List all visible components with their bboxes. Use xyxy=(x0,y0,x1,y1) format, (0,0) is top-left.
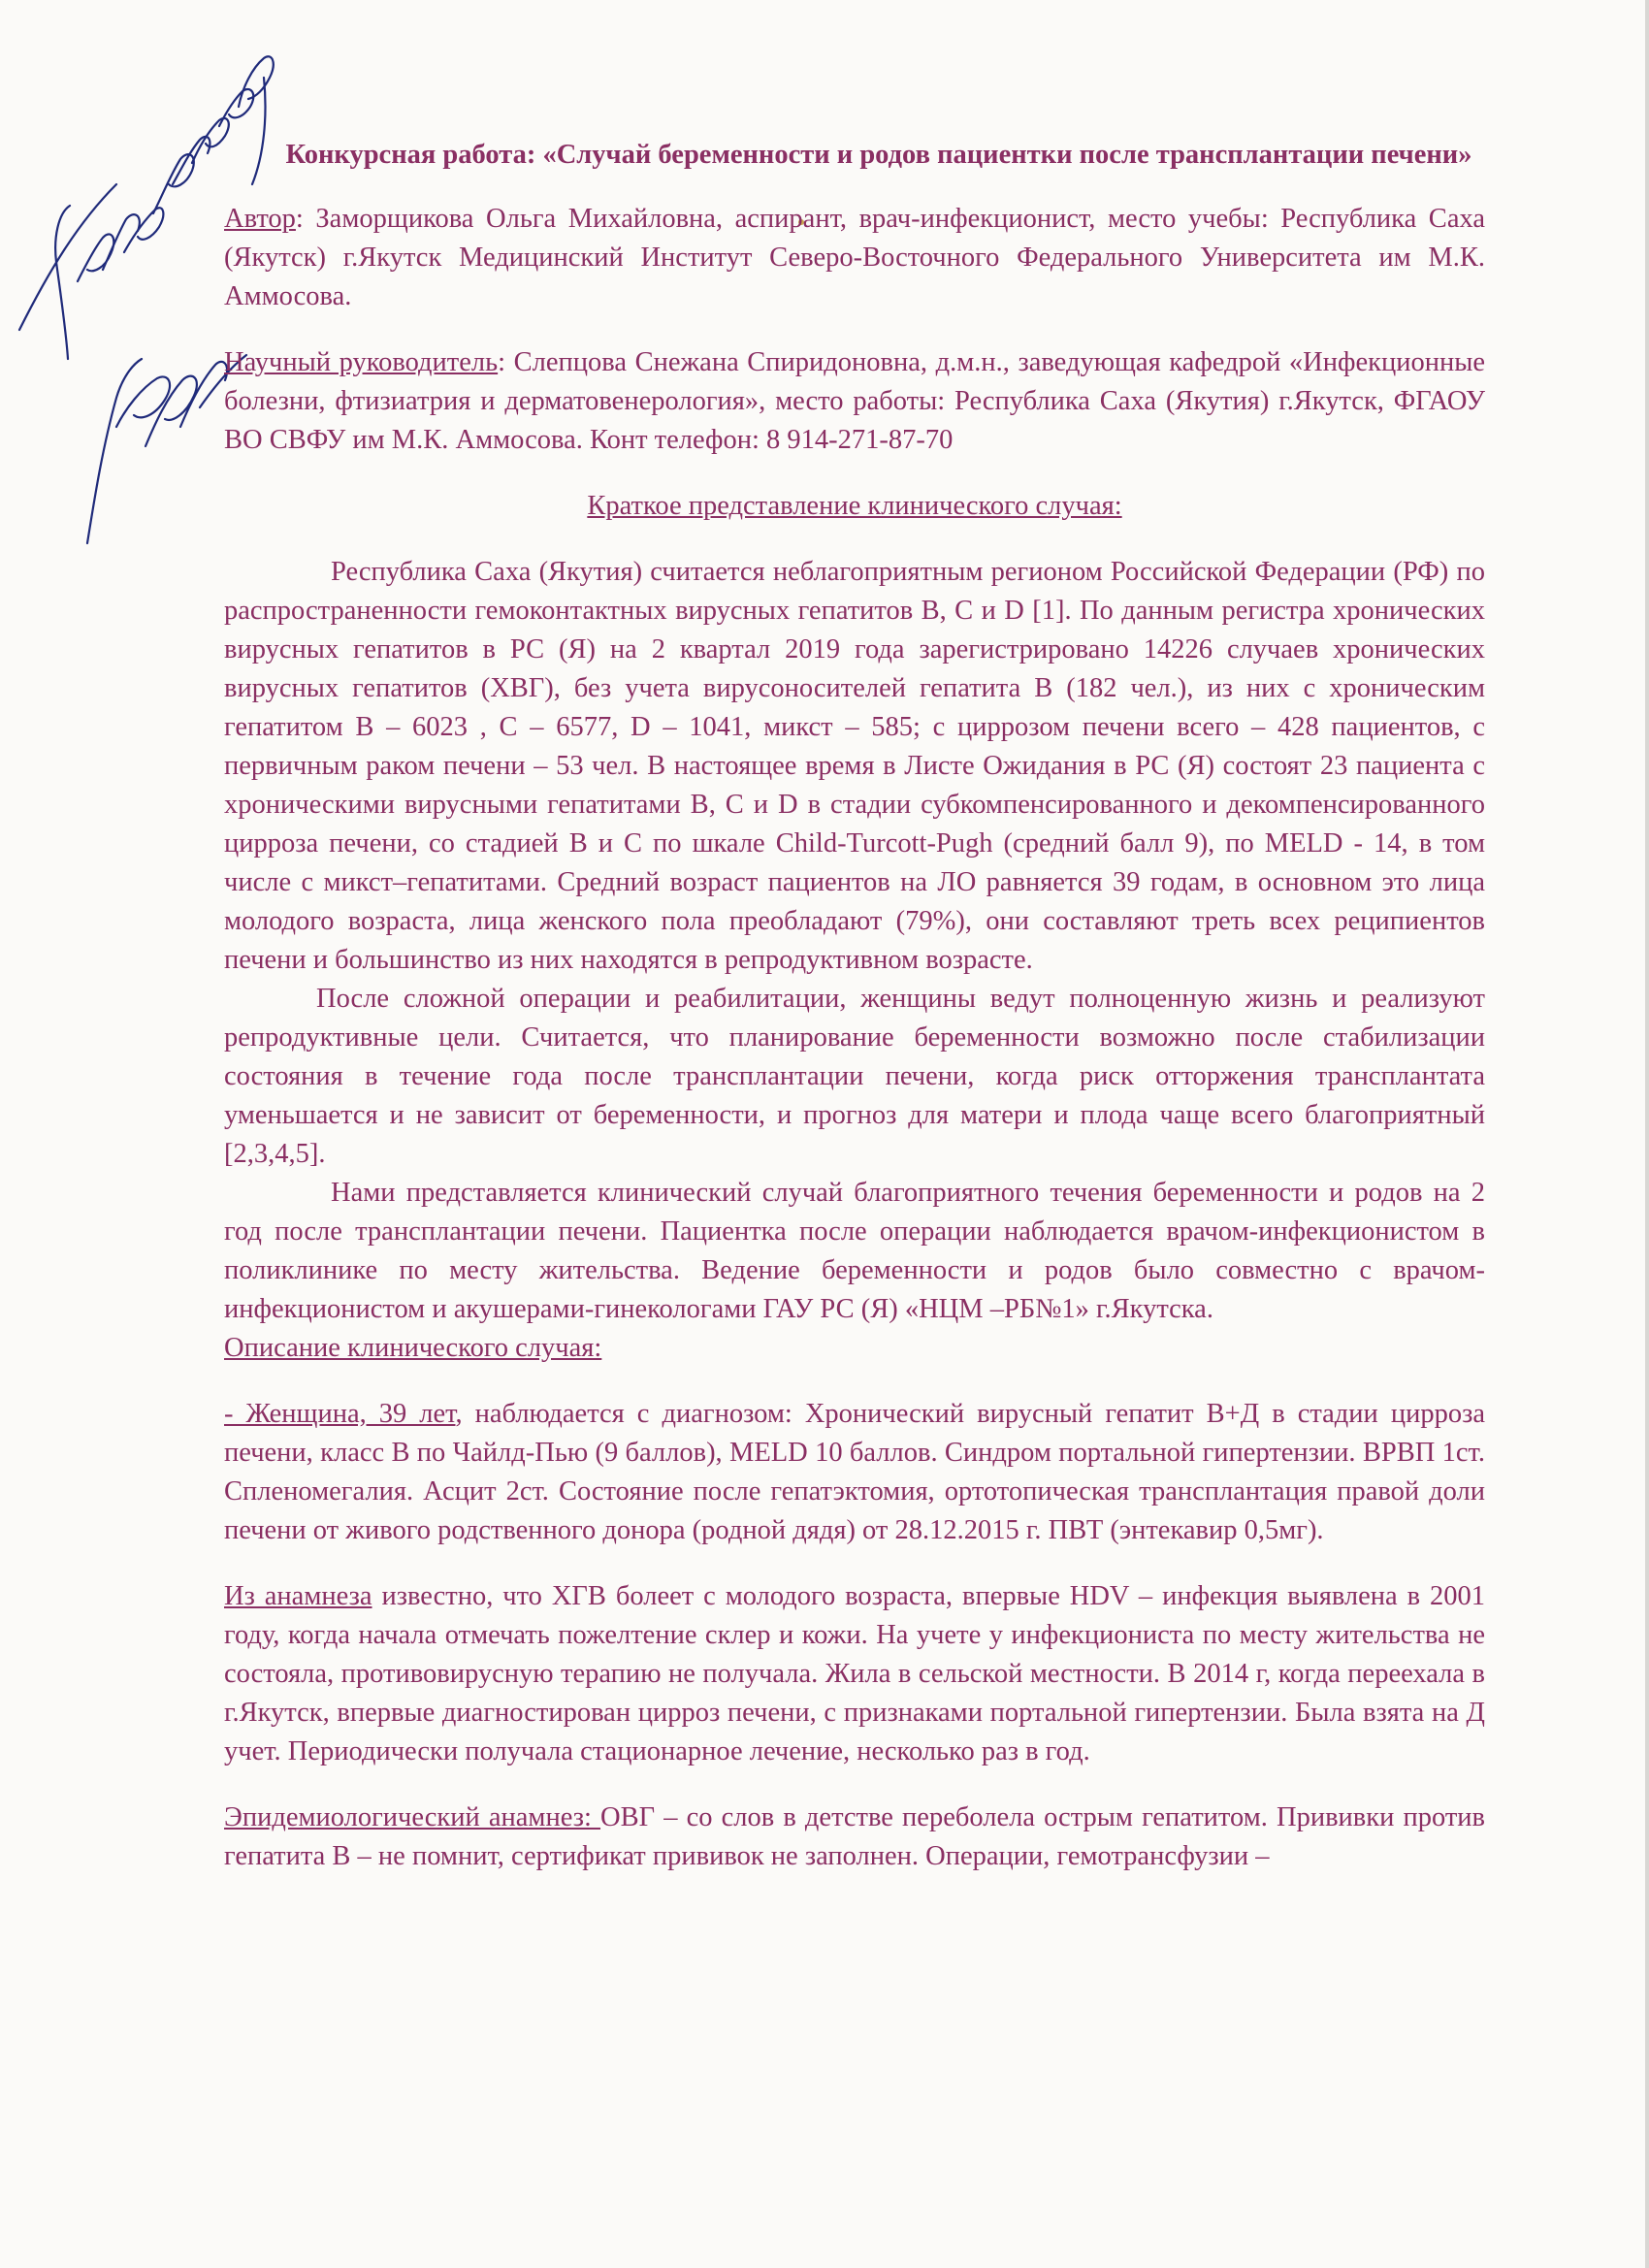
summary-heading xyxy=(224,487,1485,526)
epidemiology-text: ОВГ – со слов в детстве переболела острым гепатитом. Прививки против гепатита В – не помнит, сертификат прививок не заполнен. Операции, гемотрансфузии – xyxy=(224,1802,1486,1871)
anamnesis-block xyxy=(224,1577,1485,1771)
anamnesis-text: известно, что ХГВ болеет с молодого возраста, впервые HDV – инфекция выявлена в 2001 году, когда начала отмечать пожелтение склер и кожи. На учете у инфекциониста по месту жительства не состояла, противовирусную терапию не получала. Жила в сельской местности. В 2014 г, когда переехала в г.Якутск, впервые диагностирован цирроз печени, с признаками портальной гипертензии. Была взята на Д учет. Периодически получала стационарное лечение, несколько раз в год. xyxy=(224,1581,1485,1766)
author-label: Автор xyxy=(224,204,296,234)
epidemiology-block xyxy=(224,1798,1485,1876)
paragraph: После сложной операции и реабилитации, женщины ведут полноценную жизнь и реализуют репродуктивные цели. Считается, что планирование беременности возможно после стабилизации состояния в течение года после трансплантации печени, когда риск отторжения трансплантата уменьшается и не зависит от беременности, и прогноз для матери и плода чаще всего благоприятный [2,3,4,5]. xyxy=(224,984,1485,1169)
author-block xyxy=(224,200,1485,316)
description-heading-text: Описание клинического случая: xyxy=(224,1333,602,1363)
anamnesis-label: Из анамнеза xyxy=(224,1581,372,1611)
supervisor-block xyxy=(224,343,1485,460)
epidemiology-label: Эпидемиологический анамнез: xyxy=(224,1802,601,1832)
paragraph: Республика Саха (Якутия) считается неблагоприятным регионом Российской Федерации (РФ) по распространенности гемоконтактных вирусных гепатитов B, C и D [1]. По данным регистра хронических вирусных гепатитов в РС (Я) на 2 квартал 2019 года зарегистрировано 14226 случаев хронических вирусных гепатитов (ХВГ), без учета вирусоносителей гепатита В (182 чел.), из них с хроническим гепатитом В – 6023 , С – 6577, D – 1041, микст – 585; с циррозом печени всего – 428 пациентов, с первичным раком печени – 53 чел. В настоящее время в Листе Ожидания в РС (Я) состоят 23 пациента с хроническими вирусными гепатитами B, C и D в стадии субкомпенсированного и декомпенсированного цирроза печени, со стадией B и C по шкале Child-Turcott-Pugh (средний балл 9), по MELD - 14, в том числе с микст–гепатитами. Средний возраст пациентов на ЛО равняется 39 годам, в основном это лица молодого возраста, лица женского пола преобладают (79%), они составляют треть всех реципиентов печени и большинство из них находятся в репродуктивном возрасте. xyxy=(224,557,1485,975)
supervisor-text: : Слепцова Снежана Спиридоновна, д.м.н., заведующая кафедрой «Инфекционные болезни, фтизиатрия и дерматовенерология», место работы: Республика Саха (Якутия) г.Якутск, ФГАОУ ВО СВФУ им М.К. Аммосова. Конт телефон: 8 914-271-87-70 xyxy=(224,347,1485,455)
author-text: : Заморщикова Ольга Михайловна, аспирант, врач-инфекционист, место учебы: Республика Саха (Якутск) г.Якутск Медицинский Институт Северо-Восточного Федерального Университета им М.К. Аммосова. xyxy=(224,204,1485,311)
case-text: , наблюдается с диагнозом: Хронический вирусный гепатит В+Д в стадии цирроза печени, класс В по Чайлд-Пью (9 баллов), MELD 10 баллов. Синдром портальной гипертензии. ВРВП 1ст. Спленомегалия. Асцит 2ст. Состояние после гепатэктомия, ортотопическая трансплантация правой доли печени от живого родственного донора (родной дядя) от 28.12.2015 г. ПВТ (энтекавир 0,5мг). xyxy=(224,1399,1485,1545)
paragraph: Нами представляется клинический случай благоприятного течения беременности и родов на 2 год после трансплантации печени. Пациентка после операции наблюдается врачом-инфекционистом в поликлинике по месту жительства. Ведение беременности и родов было совместно с врачом-инфекционистом и акушерами-гинекологами ГАУ РС (Я) «НЦМ –РБ№1» г.Якутска. xyxy=(224,1178,1485,1324)
document-title: Конкурсная работа: «Случай беременности и родов пациентки после трансплантации печени» xyxy=(285,140,1472,170)
case-label: - Женщина, 39 лет xyxy=(224,1399,456,1429)
document-body xyxy=(224,136,1485,1876)
page-edge xyxy=(1645,0,1649,2268)
description-heading xyxy=(224,1329,1485,1368)
summary-heading-text: Краткое представление клинического случая: xyxy=(587,491,1122,521)
case-block xyxy=(224,1395,1485,1550)
supervisor-label: Научный руководитель xyxy=(224,347,499,377)
